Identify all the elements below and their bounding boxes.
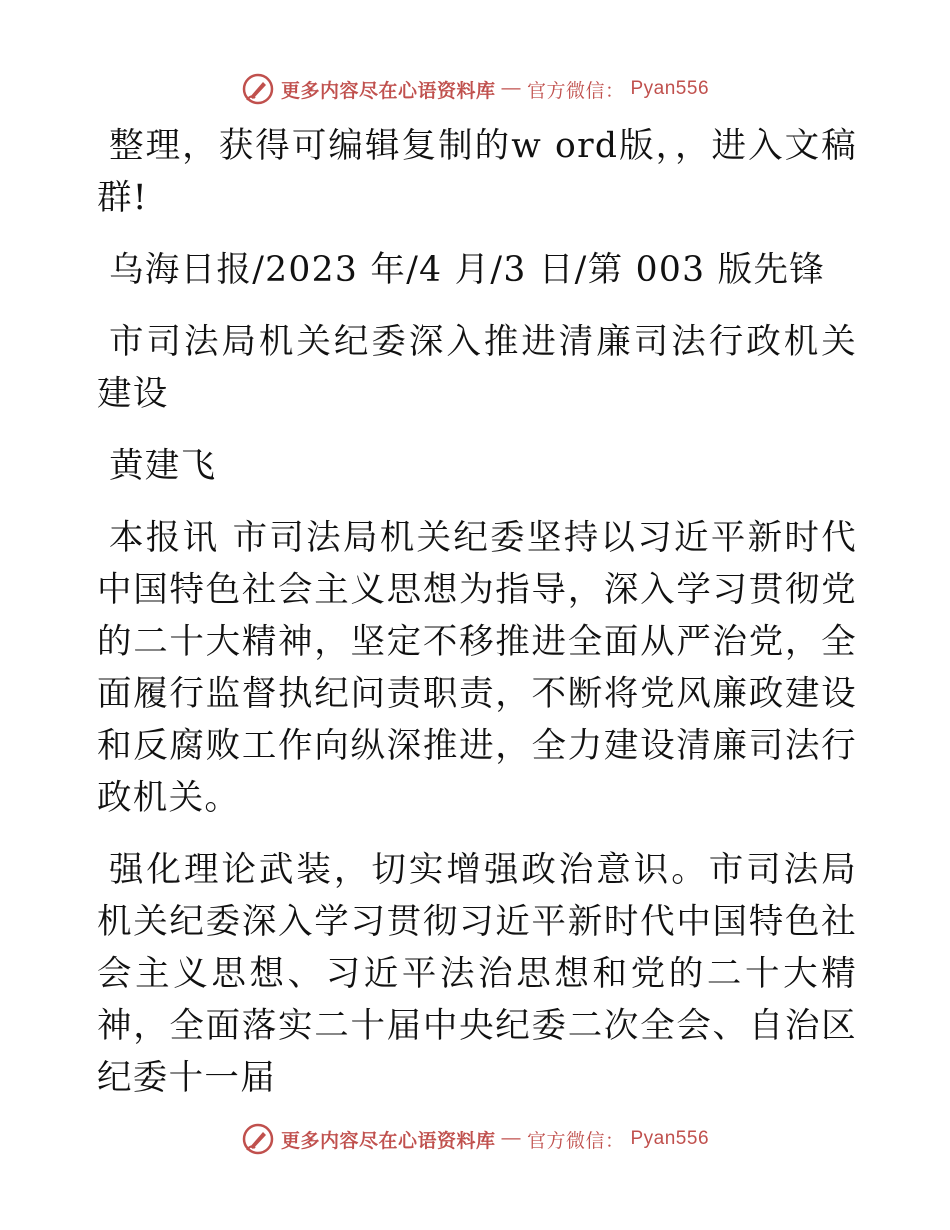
intro-line: 整理，获得可编辑复制的w ord版，，进入文稿群! [97, 126, 857, 218]
paragraph-2: 强化理论武装，切实增强政治意识。市司法局机关纪委深入学习贯彻习近平新时代中国特色社会主义思想、习近平法治思想和党的二十大精神，全面落实二十届中央纪委二次全会、自治区纪委十一届 [97, 850, 857, 1098]
article-body [97, 120, 857, 1124]
watermark-wechat-id: Pyan556 [630, 78, 710, 99]
watermark-label: 官方微信： [526, 1130, 625, 1152]
watermark-dash: — [501, 1128, 521, 1149]
watermark-dash: — [501, 78, 521, 99]
headline: 市司法局机关纪委深入推进清廉司法行政机关建设 [97, 322, 857, 414]
pen-logo-icon [241, 1122, 275, 1156]
pen-logo-icon [241, 72, 275, 106]
watermark-wechat-id: Pyan556 [630, 1128, 710, 1149]
footer-watermark [0, 1122, 950, 1156]
paragraph-1: 本报讯 市司法局机关纪委坚持以习近平新时代中国特色社会主义思想为指导，深入学习贯彻党的二十大精神，坚定不移推进全面从严治党，全面履行监督执纪问责职责，不断将党风廉政建设和反腐败工作向纵深推进，全力建设清廉司法行政机关。 [97, 518, 857, 818]
watermark-label: 官方微信： [526, 80, 625, 102]
author: 黄建飞 [109, 446, 217, 486]
watermark-brand: 更多内容尽在心语资料库 [280, 1130, 496, 1152]
header-watermark [0, 72, 950, 106]
watermark-brand: 更多内容尽在心语资料库 [280, 80, 496, 102]
source-line: 乌海日报/2023 年/4 月/3 日/第 003 版先锋 [109, 250, 826, 290]
